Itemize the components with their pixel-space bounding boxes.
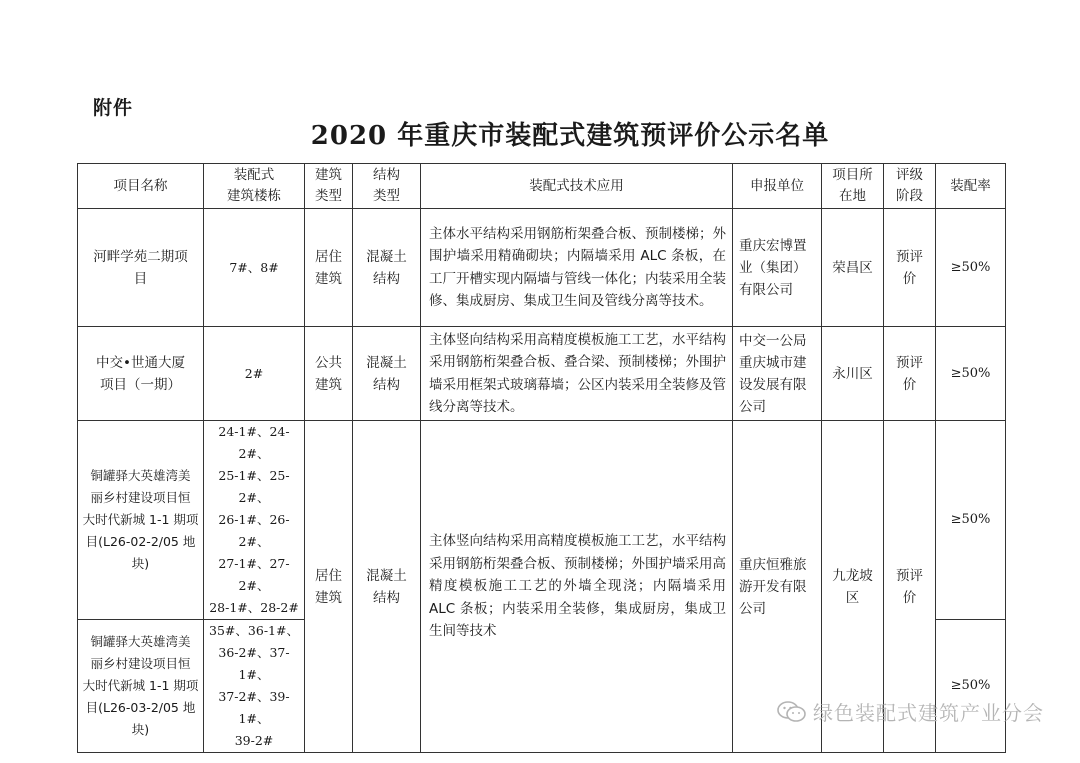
location-cell: 九龙坡 区: [822, 421, 884, 753]
project-name-cell: 河畔学苑二期项 目: [78, 209, 204, 327]
stage-cell: 预评 价: [884, 421, 936, 753]
table-header-row: [78, 164, 1006, 209]
header-buildings: 装配式 建筑楼栋: [204, 164, 305, 209]
building-type-cell: 居住 建筑: [305, 209, 353, 327]
table-row: [78, 209, 1006, 327]
applicant-cell: 重庆恒雅旅 游开发有限 公司: [733, 421, 822, 753]
header-structure-type: 结构 类型: [353, 164, 421, 209]
structure-type-cell: 混凝土 结构: [353, 209, 421, 327]
header-applicant: 申报单位: [733, 164, 822, 209]
rate-cell: ≥50%: [936, 209, 1006, 327]
table-row: [78, 421, 1006, 620]
header-technology: 装配式技术应用: [421, 164, 733, 209]
buildings-cell: 2#: [204, 327, 305, 421]
stage-cell: 预评 价: [884, 327, 936, 421]
project-name-cell: 铜罐驿大英雄湾美 丽乡村建设项目恒 大时代新城 1-1 期项 目(L26-02-2/05 地块): [78, 421, 204, 620]
rate-cell: ≥50%: [936, 421, 1006, 620]
structure-type-cell: 混凝土 结构: [353, 327, 421, 421]
project-name-cell: 中交•世通大厦 项目（一期）: [78, 327, 204, 421]
buildings-cell: 24-1#、24-2#、 25-1#、25-2#、 26-1#、26-2#、 27-1#、27-2#、 28-1#、28-2#: [204, 421, 305, 620]
table-row: [78, 327, 1006, 421]
stage-cell: 预评 价: [884, 209, 936, 327]
building-type-cell: 居住 建筑: [305, 421, 353, 753]
wechat-icon: [777, 700, 807, 724]
header-rate: 装配率: [936, 164, 1006, 209]
header-project-name: 项目名称: [78, 164, 204, 209]
location-cell: 荣昌区: [822, 209, 884, 327]
rate-cell: ≥50%: [936, 327, 1006, 421]
buildings-cell: 35#、36-1#、 36-2#、37-1#、 37-2#、39-1#、 39-2#: [204, 620, 305, 753]
applicant-cell: 中交一公局 重庆城市建 设发展有限 公司: [733, 327, 822, 421]
header-building-type: 建筑 类型: [305, 164, 353, 209]
document-title: 2020 年重庆市装配式建筑预评价公示名单: [310, 121, 830, 151]
technology-cell: 主体竖向结构采用高精度模板施工工艺，水平结构采用钢筋桁架叠合板、预制楼梯；外围护墙采用高精度模板施工工艺的外墙全现浇；内隔墙采用 ALC 条板；内装采用全装修，集成厨房，集成卫生间等技术: [421, 421, 733, 753]
applicant-cell: 重庆宏博置 业（集团） 有限公司: [733, 209, 822, 327]
buildings-cell: 7#、8#: [204, 209, 305, 327]
project-list-table: [77, 163, 1006, 753]
watermark-text: 绿色装配式建筑产业分会: [813, 701, 1044, 725]
structure-type-cell: 混凝土 结构: [353, 421, 421, 753]
project-name-cell: 铜罐驿大英雄湾美 丽乡村建设项目恒 大时代新城 1-1 期项 目(L26-03-2/05 地块): [78, 620, 204, 753]
technology-cell: 主体水平结构采用钢筋桁架叠合板、预制楼梯；外围护墙采用精确砌块；内隔墙采用 ALC 条板，在工厂开槽实现内隔墙与管线一体化；内装采用全装修、集成厨房、集成卫生间及管线分离等技术。: [421, 209, 733, 327]
watermark: [777, 697, 1044, 726]
rate-cell: ≥50%: [936, 620, 1006, 753]
technology-cell: 主体竖向结构采用高精度模板施工工艺，水平结构采用钢筋桁架叠合板、叠合梁、预制楼梯；外围护墙采用框架式玻璃幕墙；公区内装采用全装修及管线分离等技术。: [421, 327, 733, 421]
header-stage: 评级 阶段: [884, 164, 936, 209]
building-type-cell: 公共 建筑: [305, 327, 353, 421]
attachment-label: 附件: [93, 97, 134, 119]
location-cell: 永川区: [822, 327, 884, 421]
header-location: 项目所 在地: [822, 164, 884, 209]
